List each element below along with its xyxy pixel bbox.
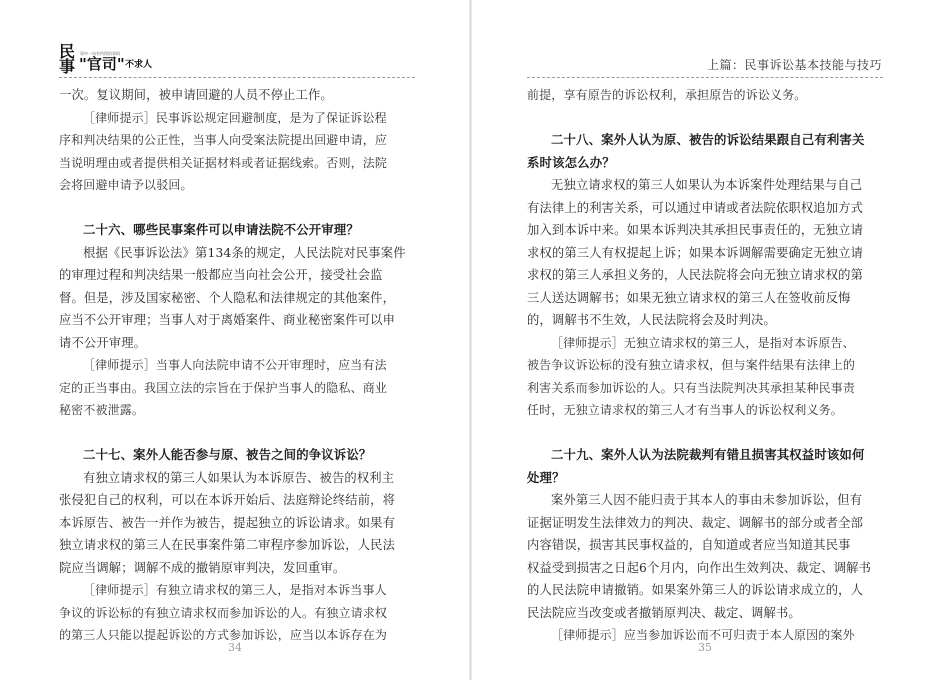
body-text-line: 的审理过程和判决结果一般都应当向社会公开，接受社会监 bbox=[59, 268, 383, 282]
body-text-line: 张侵犯自己的权利，可以在本诉开始后、法庭辩论终结前，将 bbox=[59, 493, 396, 507]
page-number-left: 34 bbox=[228, 641, 242, 654]
body-text-line: 无独立请求权的第三人如果认为本诉案件处理结果与自己 bbox=[551, 178, 863, 192]
lawyer-tip-line: 的第三人只能以提起诉讼的方式参加诉讼，应当以本诉存在为 bbox=[59, 628, 388, 642]
body-text-line: 的，调解书不生效，人民法院将会及时判决。 bbox=[527, 313, 776, 327]
body-text-line: 的人民法院申请撤销。如果案外第三人的诉讼请求成立的，人 bbox=[527, 583, 864, 597]
lawyer-tip-line: 利害关系而参加诉讼的人。只有当法院判决其承担某种民事责 bbox=[527, 380, 856, 395]
section-heading-line: 处理？ bbox=[527, 469, 565, 485]
lawyer-tip-line: ［律师提示］当事人向法院申请不公开审理时，应当有法 bbox=[83, 358, 387, 372]
running-head: 上篇：民事诉讼基本技能与技巧 bbox=[706, 58, 882, 72]
blank-line bbox=[527, 422, 883, 445]
blank-line bbox=[59, 422, 415, 445]
lawyer-tip-line: 前提，享有原告的诉讼权利，承担原告的诉讼义务。 bbox=[527, 88, 807, 102]
lawyer-tip-line: ［律师提示］无独立请求权的第三人，是指对本诉原告、 bbox=[551, 335, 855, 350]
lawyer-tip-line: 会将回避申请予以驳回。 bbox=[59, 178, 193, 192]
body-text-line: 独立请求权的第三人在民事案件第二审程序参加诉讼，人民法 bbox=[59, 538, 396, 552]
lawyer-tip-line: 当说明理由或者提供相关证据材料或者证据线索。否则，法院 bbox=[59, 155, 388, 170]
lawyer-tip-line: 秘密不被泄露。 bbox=[59, 403, 145, 417]
section-heading-line: 二十八、案外人认为原、被告的诉讼结果跟自己有利害关 bbox=[551, 132, 865, 147]
right-header-rule bbox=[527, 77, 883, 78]
left-header-rule bbox=[59, 77, 415, 78]
body-text-line: 一次。复议期间，被申请回避的人员不停止工作。 bbox=[59, 88, 333, 102]
book-spine bbox=[469, 0, 472, 680]
body-text-line: 院应当调解；调解不成的撤销原审判决，发回重审。 bbox=[59, 560, 346, 575]
body-text-line: 有法律上的利害关系，可以通过申请或者法院依职权追加方式 bbox=[527, 200, 864, 215]
left-page-text bbox=[59, 84, 415, 647]
body-text-line: 民法院应当改变或者撤销原判决、裁定、调解书。 bbox=[527, 605, 801, 620]
body-text-line: 请不公开审理。 bbox=[59, 335, 147, 350]
logo-char-min: 民 bbox=[59, 42, 76, 61]
body-text-line: 根据《民事诉讼法》第134条的规定，人民法院对民事案件 bbox=[83, 245, 406, 260]
body-text-line: 求权的第三人有权提起上诉；如果本诉调解需要确定无独立请 bbox=[527, 245, 864, 260]
page-number-right: 35 bbox=[698, 641, 712, 654]
body-text-line: 三人送达调解书；如果无独立请求权的第三人在签收前反悔 bbox=[527, 290, 851, 305]
body-text-line: 内容错误，损害其民事权益的，自知道或者应当知道其民事 bbox=[527, 538, 851, 552]
body-text-line: 求权的第三人承担义务的，人民法院将会向无独立请求权的第 bbox=[527, 268, 864, 282]
lawyer-tip-line: ［律师提示］应当参加诉讼而不可归责于本人原因的案外 bbox=[551, 628, 855, 642]
body-text-line: 权益受到损害之日起6个月内，向作出生效判决、裁定、调解书 bbox=[527, 560, 872, 575]
body-text-line: 应当不公开审理；当事人对于离婚案件、商业秘密案件可以申 bbox=[59, 313, 396, 327]
lawyer-tip-line: 序和判决结果的公正性，当事人向受案法院提出回避申请，应 bbox=[59, 133, 388, 147]
logo-char-shi: 事 bbox=[59, 57, 76, 76]
body-text-line: 有独立请求权的第三人如果认为本诉原告、被告的权利主 bbox=[83, 470, 395, 485]
lawyer-tip-line: ［律师提示］有独立请求权的第三人，是指对本诉当事人 bbox=[83, 583, 387, 597]
blank-line bbox=[59, 197, 415, 220]
body-text-line: 督。但是，涉及国家秘密、个人隐私和法律规定的其他案件， bbox=[59, 290, 396, 305]
lawyer-tip-line: 定的正当事由。我国立法的宗旨在于保护当事人的隐私、商业 bbox=[59, 380, 388, 395]
logo-tagline: 事中一场有所得的事情 bbox=[80, 51, 120, 56]
book-logo bbox=[59, 44, 159, 78]
lawyer-tip-line: 被告争议诉讼标的没有独立请求权，但与案件结果有法律上的 bbox=[527, 358, 856, 372]
section-heading-line: 二十七、案外人能否参与原、被告之间的争议诉讼？ bbox=[83, 447, 372, 462]
body-text-line: 本诉原告、被告一并作为被告，提起独立的诉讼请求。如果有 bbox=[59, 515, 396, 530]
section-heading-line: 二十九、案外人认为法院裁判有错且损害其权益时该如何 bbox=[551, 447, 865, 462]
logo-guansi: "官司" bbox=[79, 55, 125, 73]
section-heading-line: 系时该怎么办？ bbox=[527, 154, 615, 170]
section-heading-line: 二十六、哪些民事案件可以申请法院不公开审理？ bbox=[83, 222, 359, 237]
logo-buqiu: 不求人 bbox=[125, 60, 153, 70]
lawyer-tip-line: 争议的诉讼标的有独立请求权而参加诉讼的人。有独立请求权 bbox=[59, 605, 388, 620]
body-text-line: 加入到本诉中来。如果本诉判决其承担民事责任的，无独立请 bbox=[527, 223, 864, 237]
body-text-line: 案外第三人因不能归责于其本人的事由未参加诉讼，但有 bbox=[551, 493, 863, 507]
body-text-line: 证据证明发生法律效力的判决、裁定、调解书的部分或者全部 bbox=[527, 515, 864, 530]
blank-line bbox=[527, 107, 883, 130]
lawyer-tip-line: ［律师提示］民事诉讼规定回避制度，是为了保证诉讼程 bbox=[83, 110, 387, 125]
lawyer-tip-line: 任时，无独立请求权的第三人才有当事人的诉讼权利义务。 bbox=[527, 403, 843, 417]
right-page-text bbox=[527, 84, 883, 647]
